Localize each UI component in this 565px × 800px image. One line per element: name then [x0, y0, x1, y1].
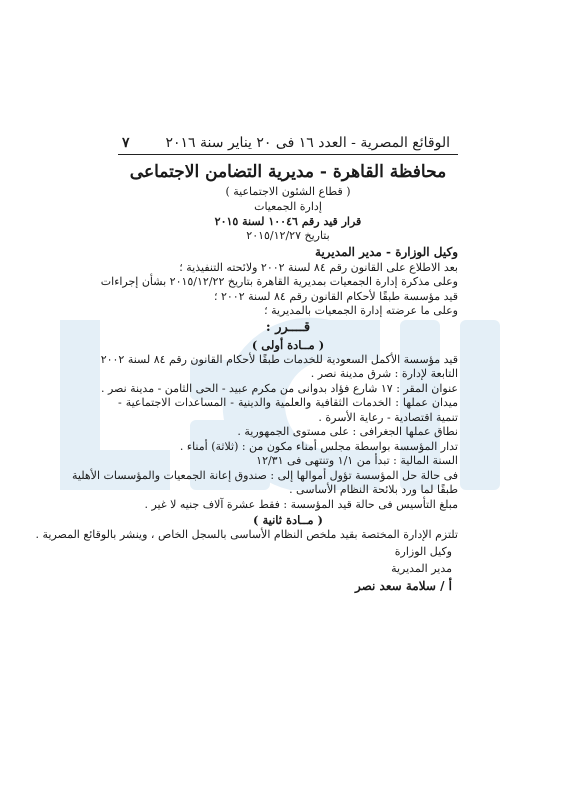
signatory-role: مدير المديرية [391, 561, 452, 575]
decision-number: قرار قيد رقم ١٠٠٤٦ لسنة ٢٠١٥ [214, 214, 362, 228]
page-number: ٧ [122, 135, 130, 151]
article-1-line: فى حالة حل المؤسسة تؤول أموالها إلى : صندوق إعانة الجمعيات والمؤسسات الأهلية [72, 468, 458, 482]
preamble-line: وعلى مذكرة إدارة الجمعيات بمديرية القاهرة بتاريخ ٢٠١٥/١٢/٢٢ بشأن إجراءات [100, 275, 458, 288]
signature-block [118, 543, 458, 595]
document-body [35, 160, 458, 595]
signatory-role: وكيل الوزارة [394, 544, 452, 558]
article-1-heading: ( مــادة أولى ) [251, 337, 325, 352]
decree-heading: قــــرر : [265, 319, 311, 335]
article-1-line: تنمية اقتصادية - رعاية الأسرة . [318, 410, 458, 424]
article-1-line: تدار المؤسسة بواسطة مجلس أمناء مكون من : (ثلاثة) أمناء . [179, 439, 458, 453]
article-1-line: طبقًا لما ورد بلائحة النظام الأساسى . [289, 483, 458, 496]
article-2-heading: ( مــادة ثانية ) [253, 513, 323, 527]
signatory-name: أ / سلامة سعد نصر [354, 578, 452, 593]
department-label: إدارة الجمعيات [254, 200, 322, 213]
article-2-text: تلتزم الإدارة المختصة بقيد ملخص النظام الأساسى بالسجل الخاص ، وينشر بالوقائع المصرية . [35, 528, 458, 541]
issuer-heading: وكيل الوزارة - مدير المديرية [315, 244, 458, 259]
sector-label: ( قطاع الشئون الاجتماعية ) [225, 185, 351, 198]
gazette-header [118, 132, 458, 155]
article-1-line: ميدان عملها : الخدمات الثقافية والعلمية والدينية - المساعدات الاجتماعية - [118, 396, 458, 409]
article-1-line: نطاق عملها الجغرافى : على مستوى الجمهورية . [237, 425, 458, 438]
article-1-line: السنة المالية : تبدأ من ١/١ وتنتهى فى ١٢/٣١ [256, 454, 458, 467]
article-1-line: مبلغ التأسيس فى حالة قيد المؤسسة : فقط عشرة آلاف جنيه لا غير . [144, 497, 458, 511]
article-1-line: قيد مؤسسة الأكمل السعودية للخدمات طبقًا لأحكام القانون رقم ٨٤ لسنة ٢٠٠٢ [100, 352, 458, 366]
gazette-issue-title: الوقائع المصرية - العدد ١٦ فى ٢٠ يناير سنة ٢٠١٦ [165, 135, 450, 151]
preamble-line: بعد الاطلاع على القانون رقم ٨٤ لسنة ٢٠٠٢ ولائحته التنفيذية ؛ [179, 260, 458, 274]
preamble-line: قيد مؤسسة طبقًا لأحكام القانون رقم ٨٤ لسنة ٢٠٠٢ ؛ [213, 289, 458, 303]
article-1-line: عنوان المقر : ١٧ شارع فؤاد بدوانى من مكرم عبيد - الحى الثامن - مدينة نصر . [100, 381, 458, 395]
authority-title: محافظة القاهرة - مديرية التضامن الاجتماعى [129, 162, 447, 182]
article-1-line: التابعة لإدارة : شرق مدينة نصر . [310, 367, 458, 380]
decision-date: بتاريخ ٢٠١٥/١٢/٢٧ [246, 229, 330, 242]
preamble-line: وعلى ما عرضته إدارة الجمعيات بالمديرية ؛ [264, 304, 458, 317]
